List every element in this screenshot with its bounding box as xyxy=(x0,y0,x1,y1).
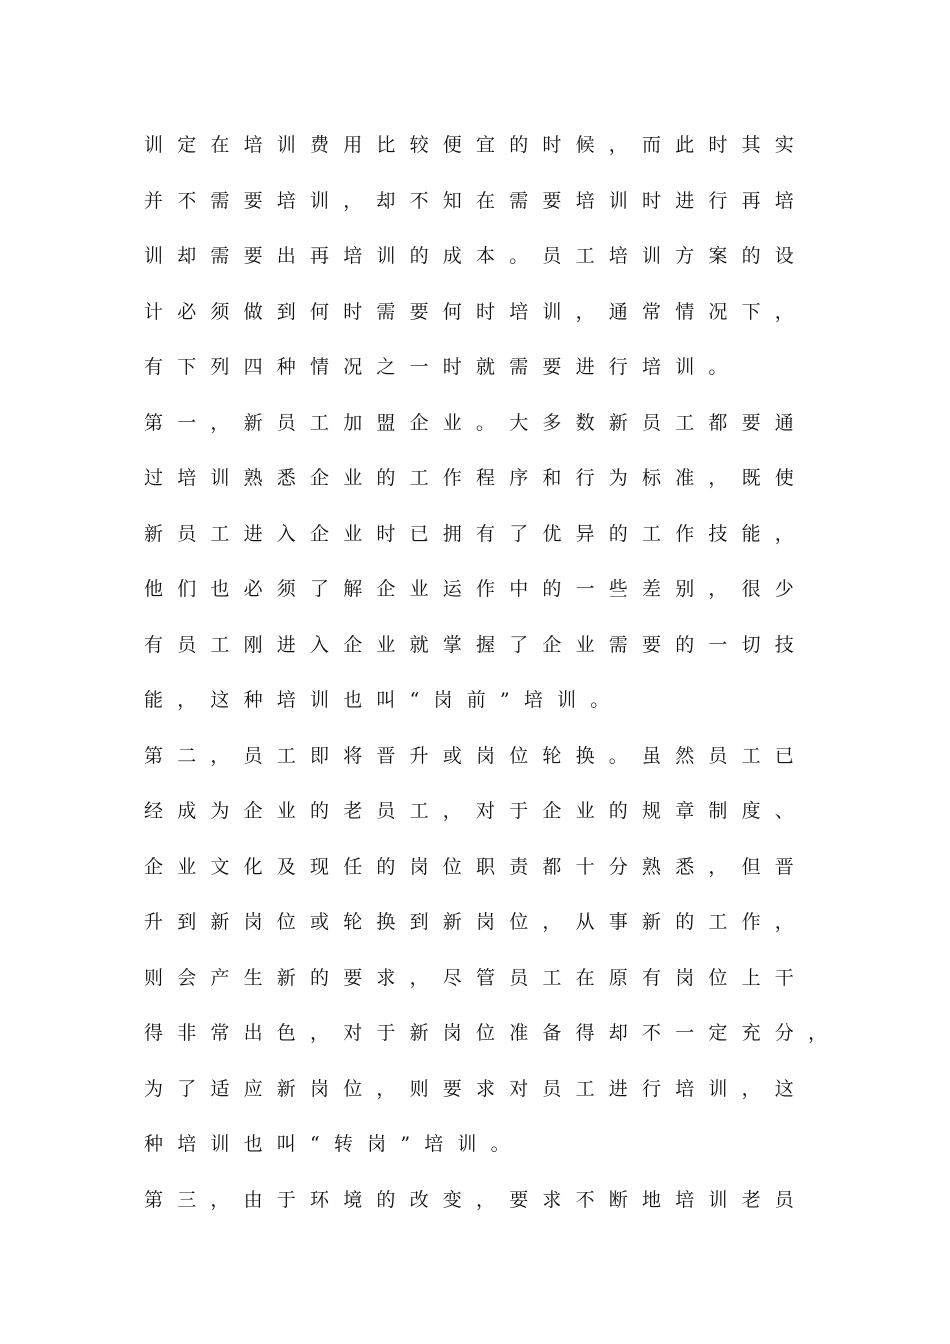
text-line: 为了适应新岗位，则要求对员工进行培训，这 xyxy=(144,1077,809,1100)
text-line: 计必须做到何时需要何时培训，通常情况下， xyxy=(144,300,809,323)
text-line: 经成为企业的老员工，对于企业的规章制度、 xyxy=(144,800,809,822)
text-line: 得非常出色，对于新岗位准备得却不一定充分， xyxy=(144,1022,842,1044)
text-line: 新员工进入企业时已拥有了优异的工作技能， xyxy=(144,522,809,545)
text-line: 企业文化及现任的岗位职责都十分熟悉，但晋 xyxy=(144,855,809,878)
text-line: 训定在培训费用比较便宜的时候，而此时其实 xyxy=(144,134,809,156)
text-line: 升到新岗位或轮换到新岗位，从事新的工作， xyxy=(144,911,809,933)
text-line: 能，这种培训也叫“岗前”培训。 xyxy=(144,689,624,711)
document-body xyxy=(144,128,844,1238)
text-line: 有员工刚进入企业就掌握了企业需要的一切技 xyxy=(144,633,809,656)
text-line: 过培训熟悉企业的工作程序和行为标准，既使 xyxy=(144,467,809,489)
text-line: 并不需要培训，却不知在需要培训时进行再培 xyxy=(144,189,809,212)
text-line: 第一，新员工加盟企业。大多数新员工都要通 xyxy=(144,411,809,434)
text-line: 则会产生新的要求，尽管员工在原有岗位上干 xyxy=(144,966,809,989)
text-line: 第三，由于环境的改变，要求不断地培训老员 xyxy=(144,1188,809,1211)
text-line: 第二，员工即将晋升或岗位轮换。虽然员工已 xyxy=(144,744,809,767)
text-line: 有下列四种情况之一时就需要进行培训。 xyxy=(144,356,742,378)
text-line: 种培训也叫“转岗”培训。 xyxy=(144,1133,524,1155)
text-line: 训却需要出再培训的成本。员工培训方案的设 xyxy=(144,245,809,267)
text-line: 他们也必须了解企业运作中的一些差别，很少 xyxy=(144,578,809,600)
